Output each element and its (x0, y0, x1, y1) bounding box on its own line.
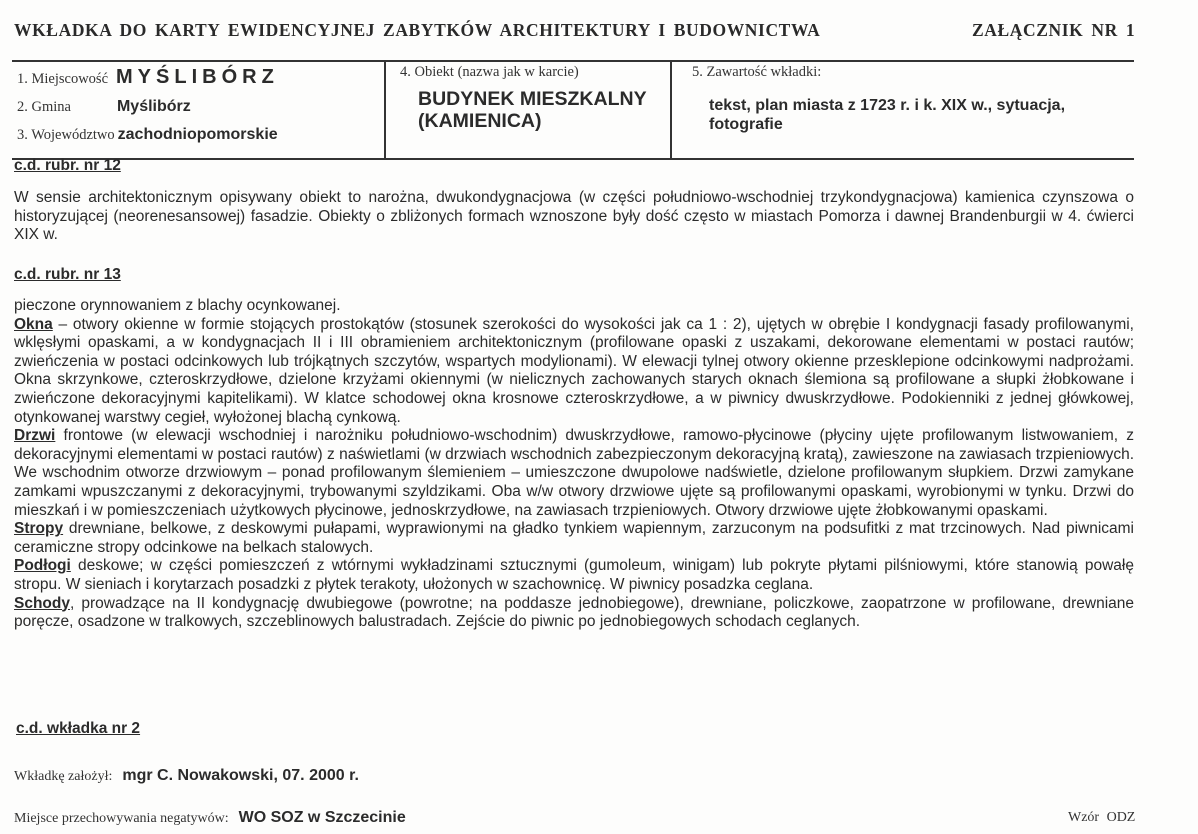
field-label-obiekt: 4. Obiekt (nazwa jak w karcie) (400, 64, 579, 80)
field-label: 2. Gmina (17, 99, 71, 115)
negatives-label: Miejsce przechowywania negatywów: (14, 811, 229, 826)
document-title: WKŁADKA DO KARTY EWIDENCYJNEJ ZABYTKÓW ARCHITEKTURY I BUDOWNICTWA (14, 20, 821, 40)
field-wojewodztwo (17, 126, 278, 144)
author-label: Wkładkę założył: (14, 769, 113, 784)
obiekt-line-1: BUDYNEK MIESZKALNY (418, 88, 647, 110)
field-label: 3. Województwo (17, 127, 115, 143)
keyword-drzwi: Drzwi (14, 427, 56, 445)
field-gmina (17, 98, 191, 116)
field-value: Myślibórz (116, 98, 191, 115)
section-text-rubr12: W sensie architektonicznym opisywany obiekt to narożna, dwukondygnacjowa (w części południowo-wschodniej trzykondygnacjowa) kamienica czynszowa o historyzującej (neorenesansowej) fasadzie. Obiekty o zbliżonych formach wznoszone były dość często w miastach Pomorza i dawnej Brandenburgii w 4. ćwierci XIX w. (14, 189, 1134, 244)
negatives-value: WO SOZ w Szczecinie (238, 809, 406, 826)
column-divider (384, 62, 386, 158)
paragraph-drzwi (14, 427, 1134, 520)
field-miejscowosc (17, 66, 279, 89)
text-schody: , prowadzące na II kondygnację dwubiegowe (powrotne; na poddasze jednobiegowe), drewniane, policzkowe, zaopatrzone w profilowane, drewniane poręcze, osadzone w tralkowych, szczeblinowych balustradach. Zejście do piwnic po jednobiegowych schodach ceglanych. (14, 594, 1134, 631)
field-value: MYŚLIBÓRZ (116, 66, 279, 88)
field-value-obiekt (418, 88, 647, 132)
keyword-schody: Schody (14, 594, 70, 612)
paragraph-okna (14, 316, 1134, 428)
template-mark: Wzór ODZ (1068, 810, 1136, 825)
keyword-okna: Okna (14, 315, 53, 333)
obiekt-line-2: (KAMIENICA) (418, 110, 542, 132)
footer-author (14, 767, 359, 785)
section-heading-rubr12: c.d. rubr. nr 12 (14, 157, 121, 174)
text-podlogi: deskowe; w części pomieszczeń z wtórnymi wykładzinami sztucznymi (gumoleum, winigam) lub pokryte płytami pilśniowymi, które stanowią powałę stropu. W sieniach i korytarzach posadzki z płytek terakoty, ułożonych w szachownicę. W piwnicy posadzka ceglana. (14, 557, 1134, 593)
header-fields-box (12, 60, 1134, 160)
section-text-rubr13 (14, 297, 1134, 632)
text-drzwi: frontowe (w elewacji wschodniej i narożniku południowo-wschodnim) dwuskrzydłowe, ramowo-płycinowe (płyciny ujęte profilowanym listwowaniem, z dekoracyjnymi elementami w postaci rautów) z naświetlami (w drzwiach wschodnich zabezpieczonym dekoracyjną kratą), zawieszone na zawiasach trzpieniowych. We wschodnim otworze drzwiowym – ponad profilowanym ślemieniem – umieszczone dwupolowe nadświetle, dzielone profilowanym słupkiem. Drzwi zamykane zamkami wpuszczanymi z dekoracyjnymi, trybowanymi szyldzikami. Oba w/w otwory drzwiowe ujęte są profilowanymi opaskami, wyrobionymi w tynku. Drzwi do mieszkań i w pomieszczeniach użytkowych płycinowe, jednoskrzydłowe, na zawiasach trzpieniowych. Otwory drzwiowe ujęte żłobkowanymi opaskami. (14, 427, 1134, 519)
section-heading-wkladka2: c.d. wkładka nr 2 (16, 720, 141, 737)
annex-number: ZAŁĄCZNIK NR 1 (972, 20, 1136, 40)
column-divider (670, 62, 672, 158)
field-value: zachodniopomorskie (117, 126, 278, 143)
paragraph-schody (14, 595, 1134, 632)
footer-negatives (14, 809, 406, 827)
text-stropy: drewniane, belkowe, z deskowymi pułapami, wyprawionymi na gładko tynkiem wapiennym, zarzuconym na podsufitki z mat trzcinowych. Nad piwnicami ceramiczne stropy odcinkowe na belkach stalowych. (14, 520, 1134, 556)
rubr13-intro: pieczone orynnowaniem z blachy ocynkowanej. (14, 297, 341, 314)
keyword-podlogi: Podłogi (14, 557, 71, 575)
field-label-zawartosc: 5. Zawartość wkładki: (692, 64, 822, 80)
paragraph-stropy (14, 520, 1134, 557)
section-heading-rubr13: c.d. rubr. nr 13 (14, 266, 121, 283)
field-value-zawartosc: tekst, plan miasta z 1723 r. i k. XIX w., sytuacja, fotografie (709, 97, 1066, 133)
field-label: 1. Miejscowość (17, 71, 109, 87)
author-value: mgr C. Nowakowski, 07. 2000 r. (122, 767, 359, 784)
text-okna: – otwory okienne w formie stojących prostokątów (stosunek szerokości do wysokości jak ca 1 : 2), ujętych w obrębie I kondygnacji fasady profilowanymi, wklęsłymi opaskami, a w kondygnacjach II i III obramieniem architektonicznym (profilowane opaski z uszakami, dekorowane elementami w postaci rautów; zwieńczenia w postaci odcinkowych lub trójkątnych szczytów, wspartych modylionami). W elewacji tylnej otwory okienne przesklepione odcinkowymi nadprożami. Okna skrzynkowe, czteroskrzydłowe, dzielone krzyżami okiennymi (w nielicznych zachowanych starych oknach ślemiona są profilowane a słupki żłobkowane i zwieńczone dekoracyjnymi kapitelikami). W klatce schodowej okna krosnowe czteroskrzydłowe, a w piwnicy dwuskrzydłowe. Podokienniki z jednej główkowej, otynkowanej warstwy cegieł, wyłożonej blachą cynkową. (14, 315, 1134, 426)
keyword-stropy: Stropy (14, 520, 64, 538)
paragraph-podlogi (14, 557, 1134, 594)
